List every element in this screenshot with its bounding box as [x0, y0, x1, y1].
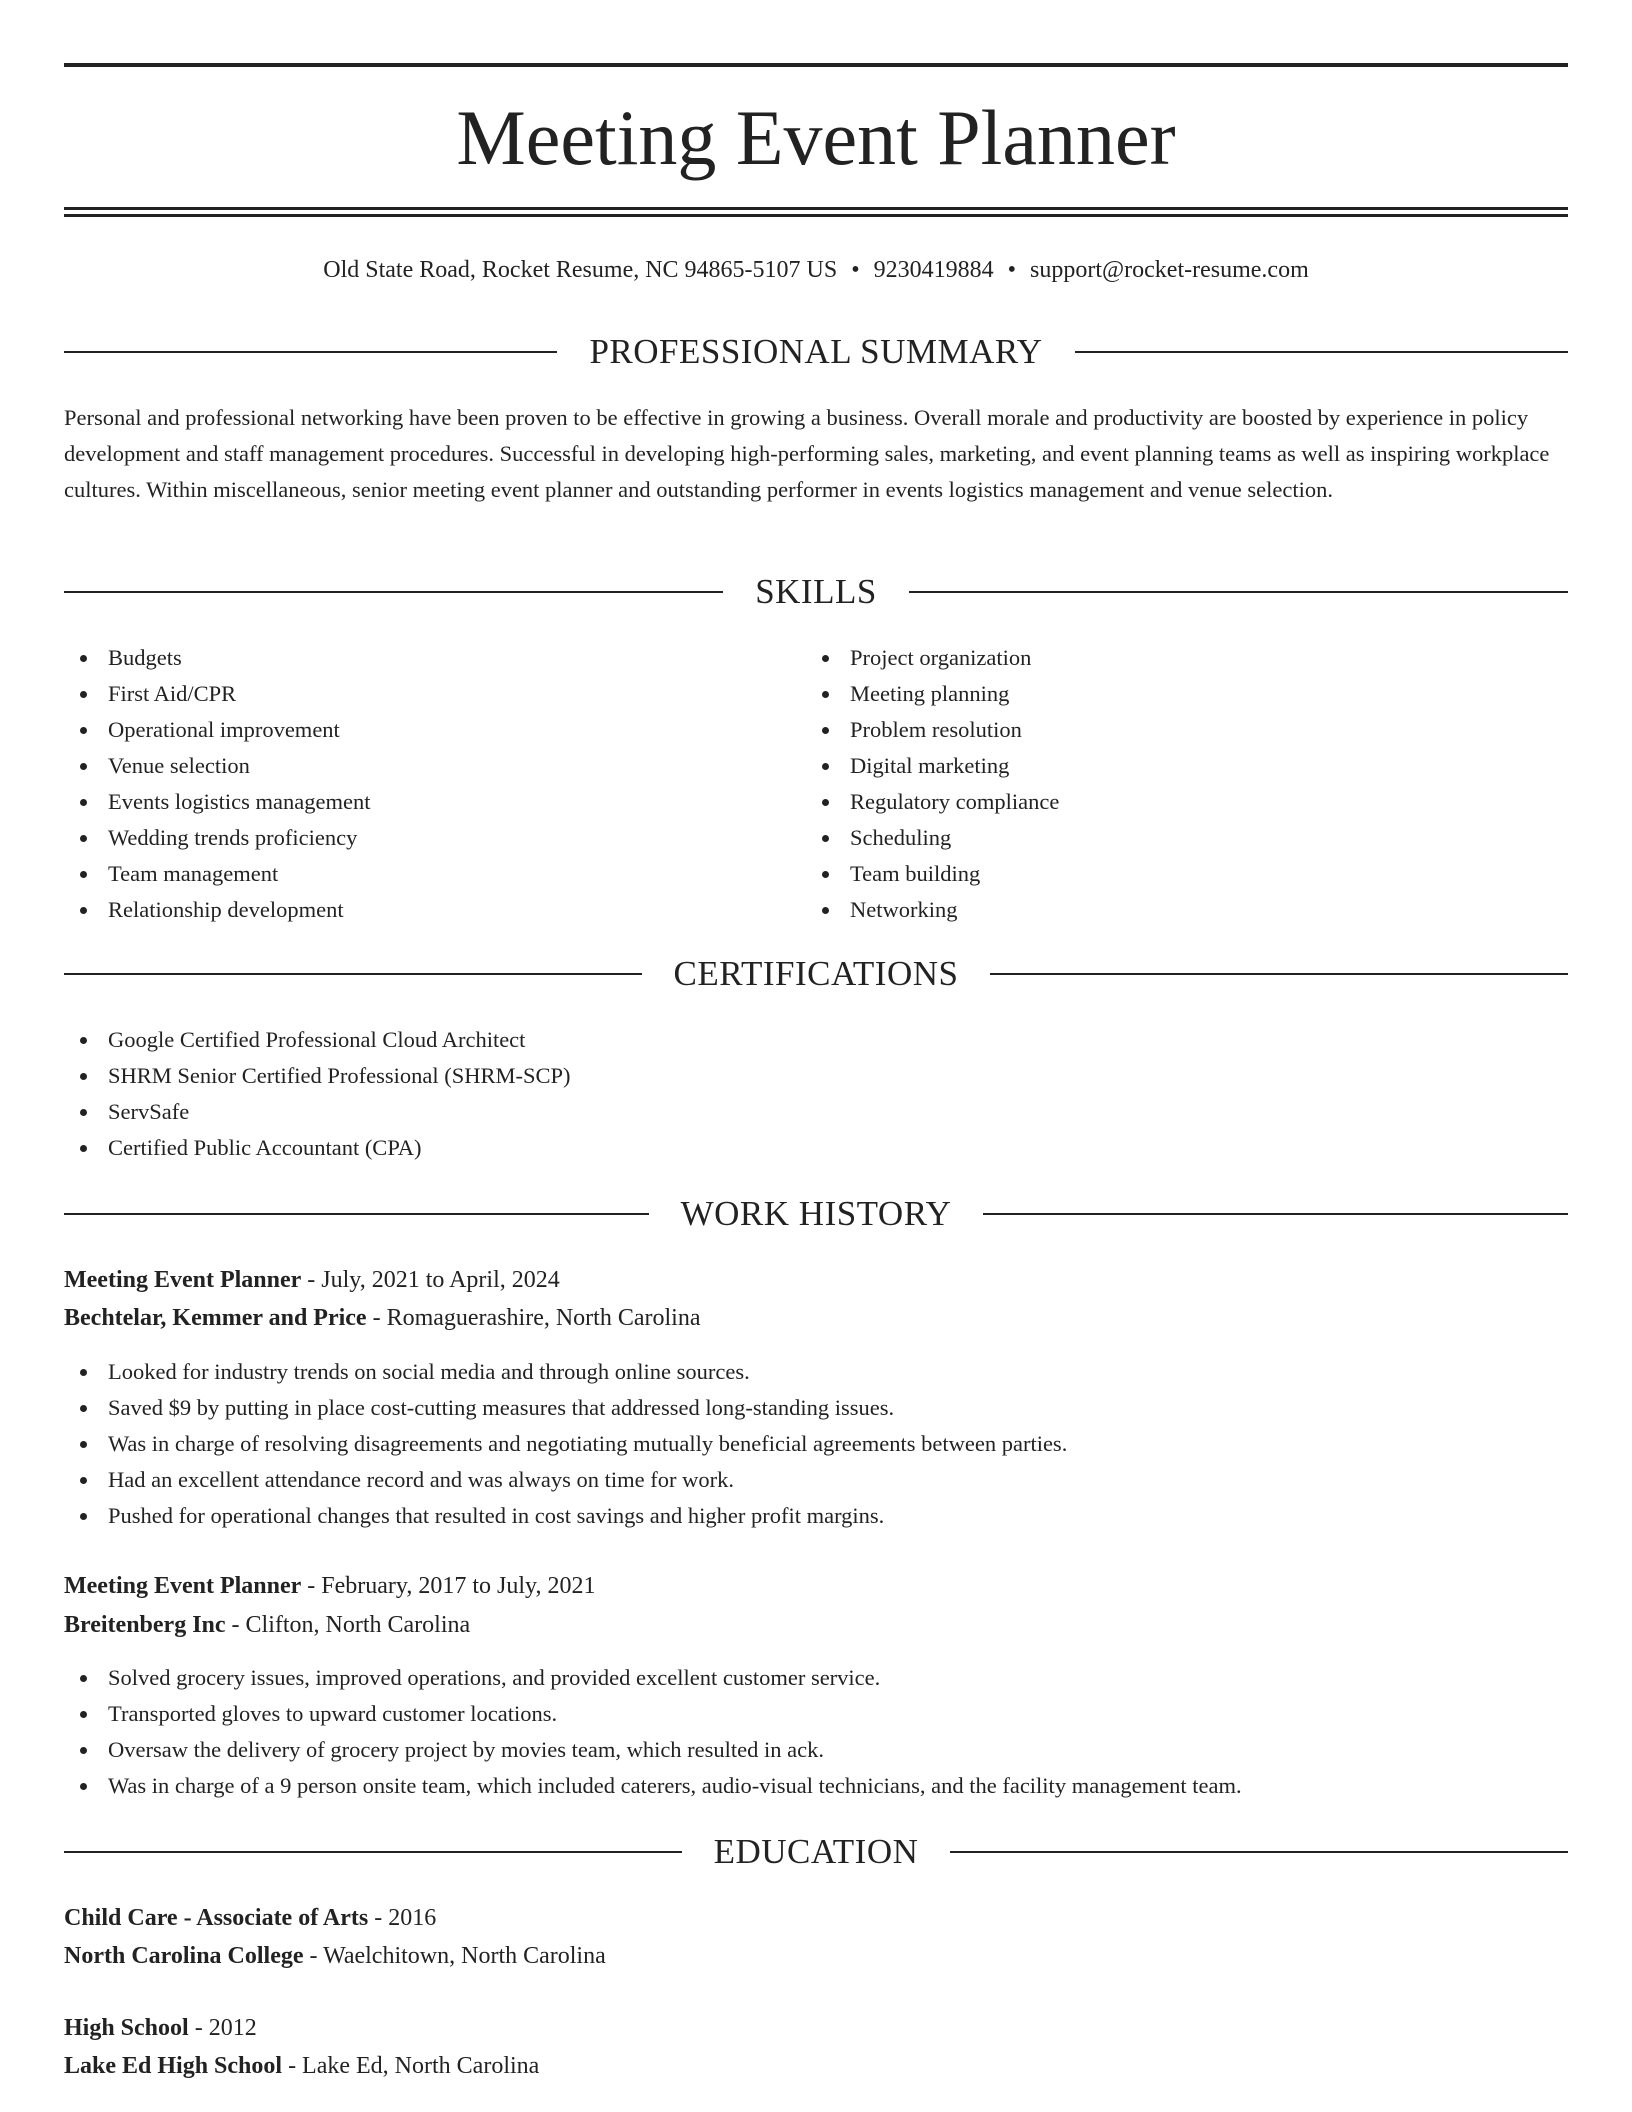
education-school: Lake Ed High School	[64, 2053, 283, 2079]
job-company: Bechtelar, Kemmer and Price	[64, 1305, 367, 1331]
certification-item: Certified Public Accountant (CPA)	[64, 1130, 571, 1166]
email: support@rocket-resume.com	[1030, 257, 1309, 283]
name-underline-rule-2	[64, 214, 1568, 217]
education-degree: Child Care - Associate of Arts	[64, 1905, 369, 1931]
heading-rule	[983, 1213, 1568, 1215]
education-school-line	[64, 2048, 1568, 2084]
skill-item: Project organization	[806, 640, 1059, 676]
education-school: North Carolina College	[64, 1943, 304, 1969]
certifications-list	[64, 1022, 571, 1166]
job-title-line	[64, 1568, 1568, 1604]
address: Old State Road, Rocket Resume, NC 94865-5107 US	[323, 257, 838, 283]
skill-item: Team building	[806, 856, 1059, 892]
heading-rule	[1075, 351, 1568, 353]
certification-item: Google Certified Professional Cloud Architect	[64, 1022, 571, 1058]
job-bullet: Had an excellent attendance record and was always on time for work.	[64, 1462, 1067, 1498]
education-location: - Waelchitown, North Carolina	[303, 1943, 606, 1969]
job-bullet: Was in charge of resolving disagreements and negotiating mutually beneficial agreements between parties.	[64, 1426, 1067, 1462]
skill-item: Problem resolution	[806, 712, 1059, 748]
job-bullet: Was in charge of a 9 person onsite team, which included caterers, audio-visual technicians, and the facility management team.	[64, 1768, 1242, 1804]
contact-separator: •	[1007, 257, 1017, 283]
education-year: - 2012	[188, 2015, 257, 2041]
section-title: WORK HISTORY	[680, 1194, 952, 1233]
heading-rule	[990, 973, 1568, 975]
skill-item: Digital marketing	[806, 748, 1059, 784]
heading-rule	[64, 973, 642, 975]
summary-heading	[64, 330, 1568, 374]
job-bullets	[64, 1660, 1242, 1804]
certification-item: SHRM Senior Certified Professional (SHRM-SCP)	[64, 1058, 571, 1094]
heading-rule	[950, 1851, 1568, 1853]
education-degree-line	[64, 2010, 1568, 2046]
skill-item: Regulatory compliance	[806, 784, 1059, 820]
job-company: Breitenberg Inc	[64, 1612, 226, 1638]
heading-rule	[64, 1213, 649, 1215]
skill-item: First Aid/CPR	[64, 676, 370, 712]
resume-name: Meeting Event Planner	[456, 94, 1176, 181]
skill-item: Budgets	[64, 640, 370, 676]
job-company-line	[64, 1607, 1568, 1643]
skill-item: Networking	[806, 892, 1059, 928]
section-title: CERTIFICATIONS	[673, 954, 959, 993]
certification-item: ServSafe	[64, 1094, 571, 1130]
job-title: Meeting Event Planner	[64, 1573, 302, 1599]
education-school-line	[64, 1938, 1568, 1974]
education-year: - 2016	[368, 1905, 437, 1931]
contact-info	[64, 254, 1568, 286]
skill-item: Events logistics management	[64, 784, 370, 820]
job-location: - Romaguerashire, North Carolina	[366, 1305, 701, 1331]
section-title: PROFESSIONAL SUMMARY	[589, 332, 1043, 371]
top-rule	[64, 63, 1568, 67]
job-title-line	[64, 1262, 1568, 1298]
job-company-line	[64, 1300, 1568, 1336]
heading-rule	[64, 351, 557, 353]
skill-item: Wedding trends proficiency	[64, 820, 370, 856]
name-underline-rule-1	[64, 207, 1568, 210]
skill-item: Venue selection	[64, 748, 370, 784]
skill-item: Scheduling	[806, 820, 1059, 856]
job-dates: - February, 2017 to July, 2021	[301, 1573, 596, 1599]
job-bullet: Looked for industry trends on social media and through online sources.	[64, 1354, 1067, 1390]
job-location: - Clifton, North Carolina	[225, 1612, 471, 1638]
work-history-heading	[64, 1192, 1568, 1236]
certifications-heading	[64, 952, 1568, 996]
section-title: EDUCATION	[713, 1832, 919, 1871]
job-bullets	[64, 1354, 1067, 1534]
contact-separator: •	[851, 257, 860, 283]
skill-item: Operational improvement	[64, 712, 370, 748]
heading-rule	[64, 1851, 682, 1853]
skills-heading	[64, 570, 1568, 614]
job-dates: - July, 2021 to April, 2024	[301, 1267, 560, 1293]
job-bullet: Transported gloves to upward customer locations.	[64, 1696, 1242, 1732]
skill-item: Team management	[64, 856, 370, 892]
heading-rule	[909, 591, 1568, 593]
education-heading	[64, 1830, 1568, 1874]
skills-list-left	[64, 640, 370, 928]
skill-item: Meeting planning	[806, 676, 1059, 712]
job-title: Meeting Event Planner	[64, 1267, 302, 1293]
job-bullet: Oversaw the delivery of grocery project by movies team, which resulted in ack.	[64, 1732, 1242, 1768]
job-bullet: Solved grocery issues, improved operations, and provided excellent customer service.	[64, 1660, 1242, 1696]
section-title: SKILLS	[755, 572, 877, 611]
job-bullet: Pushed for operational changes that resulted in cost savings and higher profit margins.	[64, 1498, 1067, 1534]
heading-rule	[64, 591, 723, 593]
summary-text: Personal and professional networking have been proven to be effective in growing a business. Overall morale and productivity are boosted by experience in policy development and staff management procedures. Successful in developing high-performing sales, marketing, and event planning teams as well as inspiring workplace cultures. Within miscellaneous, senior meeting event planner and outstanding performer in events logistics management and venue selection.	[64, 405, 1550, 502]
education-degree-line	[64, 1900, 1568, 1936]
skill-item: Relationship development	[64, 892, 370, 928]
job-bullet: Saved $9 by putting in place cost-cutting measures that addressed long-standing issues.	[64, 1390, 1067, 1426]
education-degree: High School	[64, 2015, 189, 2041]
phone: 9230419884	[873, 257, 994, 283]
education-location: - Lake Ed, North Carolina	[282, 2053, 540, 2079]
skills-list-right	[806, 640, 1059, 928]
